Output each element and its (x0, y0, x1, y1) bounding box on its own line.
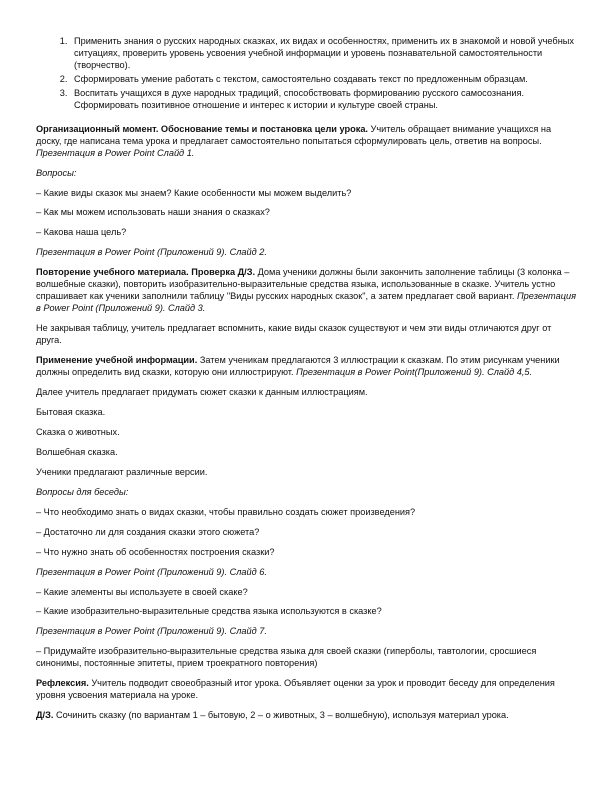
apply-slide-ref: Презентация в Power Point(Приложений 9). Слайд 4,5. (296, 367, 533, 378)
slide6-question: – Какие изобразительно-выразительные средства языка используются в сказке? (36, 606, 382, 617)
slide-ref: Презентация в Power Point (Приложений 9). Слайд 7. (36, 626, 267, 637)
slide-ref: Презентация в Power Point (Приложений 9). Слайд 2. (36, 247, 267, 258)
goal-item: 2. Сформировать умение работать с текстом, самостоятельно создавать текст по предложенным образцам. (70, 74, 576, 86)
tale-type-item: Сказка о животных. (36, 426, 120, 437)
review-text: Дома ученики должны были закончить заполнение таблицы (3 колонка – волшебные сказки), повторить изобразительно-выразительные средства языка, использованные в сказке. Учитель устно спрашивает как ученики заполнили таблицу "Виды русских народных сказок", а затем предлагает свой вариант. (36, 267, 570, 302)
tale-type-item: Волшебная сказка. (36, 446, 118, 457)
versions-note: Ученики предлагают различные версии. (36, 466, 208, 477)
question-item: – Как мы можем использовать наши знания о сказках? (36, 207, 270, 218)
org-slide-ref: Презентация в Power Point Слайд 1. (36, 147, 195, 158)
org-text: Учитель обращает внимание учащихся на доску, где написана тема урока и предлагает самостоятельно попытаться сформулировать цель, ответив на вопросы. (36, 123, 552, 146)
goal-item: 1. Применить знания о русских народных сказках, их видах и особенностях, применить их в знакомой и новой учебных ситуациях, проверить уровень усвоения учебной информации и уровень познавательной самостоятельности (творчество). (70, 36, 576, 72)
tale-type-item: Бытовая сказка. (36, 406, 106, 417)
question-item: – Какова наша цель? (36, 227, 127, 238)
apply-text: Затем ученикам предлагаются 3 иллюстрации к сказкам. По этим рисункам ученики должны определить вид сказки, которую они иллюстрируют. (36, 355, 560, 378)
conversation-question: – Достаточно ли для создания сказки этого сюжета? (36, 526, 260, 537)
homework-text: Сочинить сказку (по вариантам 1 – бытовую, 2 – о животных, 3 – волшебную), используя материал урока. (53, 710, 509, 721)
reflection-text: Учитель подводит своеобразный итог урока. Объявляет оценки за урок и проводит беседу для определения уровня усвоения материала на уроке. (36, 678, 555, 701)
org-paragraph (36, 124, 576, 160)
lesson-goals-list (36, 36, 576, 112)
review-note: Не закрывая таблицу, учитель предлагает вспомнить, какие виды сказок существуют и чем эти виды отличаются друг от друга. (36, 323, 552, 346)
question-item: – Какие виды сказок мы знаем? Какие особенности мы можем выделить? (36, 187, 352, 198)
apply-paragraph (36, 355, 576, 379)
slide6-question: – Какие элементы вы используете в своей скаке? (36, 586, 248, 597)
review-heading: Повторение учебного материала. Проверка Д/З. (36, 267, 256, 278)
reflection-heading: Рефлексия. (36, 678, 89, 689)
apply-note: Далее учитель предлагает придумать сюжет сказки к данным иллюстрациям. (36, 386, 368, 397)
review-paragraph (36, 267, 576, 315)
conversation-question: – Что нужно знать об особенностях построения сказки? (36, 546, 275, 557)
conversation-label: Вопросы для беседы: (36, 486, 129, 497)
questions-label: Вопросы: (36, 167, 77, 178)
goal-item: 3. Воспитать учащихся в духе народных традиций, способствовать формированию русского самосознания. Сформировать позитивное отношение и интерес к истории и культуре своей страны. (70, 88, 576, 112)
slide-ref: Презентация в Power Point (Приложений 9). Слайд 6. (36, 566, 267, 577)
org-heading: Организационный момент. Обоснование темы и постановка цели урока. (36, 123, 368, 134)
conversation-question: – Что необходимо знать о видах сказки, чтобы правильно создать сюжет произведения? (36, 506, 416, 517)
homework-paragraph (36, 710, 576, 722)
homework-heading: Д/З. (36, 710, 54, 721)
review-slide-ref: Презентация в Power Point (Приложений 9). Слайд 3. (36, 291, 576, 314)
document-page (36, 36, 576, 730)
apply-heading: Применение учебной информации. (36, 355, 198, 366)
reflection-paragraph (36, 678, 576, 702)
invent-note: – Придумайте изобразительно-выразительные средства языка для своей сказки (гиперболы, тавтологии, сросшиеся синонимы, постоянные эпитеты, прием троекратного повторения) (36, 646, 537, 669)
